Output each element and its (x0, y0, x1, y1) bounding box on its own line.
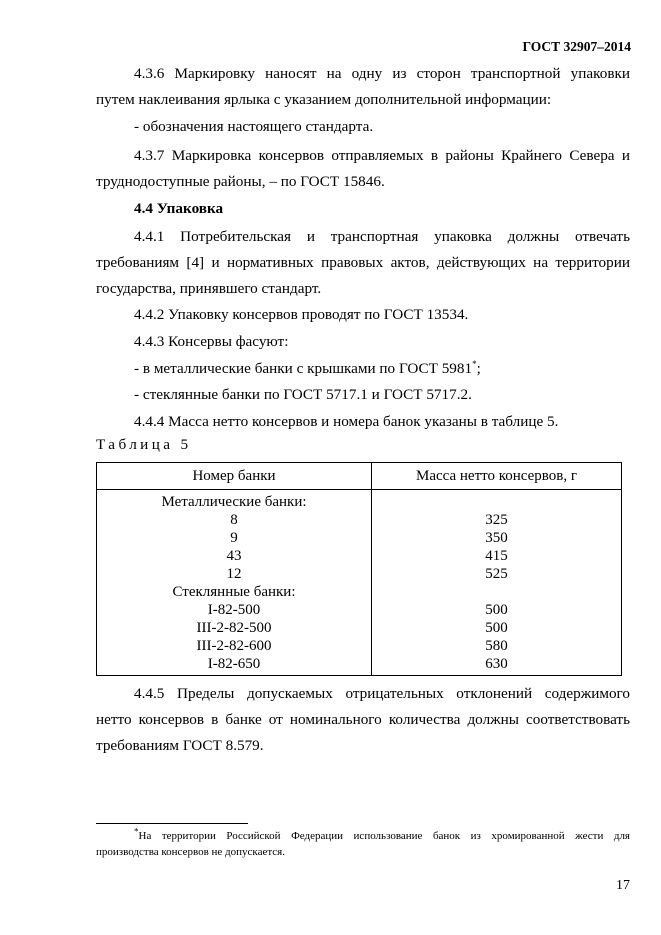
can-number-cell: III-2-82-600 (97, 637, 372, 655)
can-number-cell: 9 (97, 529, 372, 547)
net-mass-cell (372, 490, 622, 512)
list-item-metal-cans (134, 356, 630, 382)
document-code: ГОСТ 32907–2014 (522, 39, 631, 54)
net-mass-cell (372, 583, 622, 601)
column-header-can-number: Номер банки (97, 463, 372, 490)
table-row (97, 547, 622, 565)
net-mass-cell: 500 (372, 601, 622, 619)
can-number-cell: III-2-82-500 (97, 619, 372, 637)
paragraph-4-4-1-line3: государства, принявшего стандарт. (96, 280, 322, 297)
table-row (97, 490, 622, 512)
table-row (97, 601, 622, 619)
footnote (96, 828, 630, 860)
paragraph-4-4-5-line3: требованиям ГОСТ 8.579. (96, 737, 264, 754)
footnote-separator (96, 823, 248, 824)
table-row (97, 655, 622, 676)
table-row (97, 511, 622, 529)
paragraph-4-4-4: 4.4.4 Масса нетто консервов и номера банок указаны в таблице 5. (134, 413, 559, 430)
can-number-cell: 8 (97, 511, 372, 529)
net-mass-cell: 500 (372, 619, 622, 637)
table-caption: Таблица 5 (96, 436, 192, 453)
paragraph-4-4-5-line2: нетто консервов в банке от номинального количества должны соответствовать (96, 711, 630, 728)
list-item-glass-jars: - стеклянные банки по ГОСТ 5717.1 и ГОСТ 5717.2. (134, 386, 472, 403)
net-mass-cell: 415 (372, 547, 622, 565)
footnote-mark: * (134, 826, 139, 837)
section-heading-4-4: 4.4 Упаковка (134, 200, 224, 217)
can-number-cell: 43 (97, 547, 372, 565)
paragraph-4-3-7-line1: 4.3.7 Маркировка консервов отправляемых в районы Крайнего Севера и (134, 147, 630, 164)
footnote-line2: производства консервов не допускается. (96, 846, 285, 858)
paragraph-4-3-6-line1: 4.3.6 Маркировку наносят на одну из сторон транспортной упаковки (134, 65, 630, 82)
can-number-cell: I-82-500 (97, 601, 372, 619)
net-mass-cell: 580 (372, 637, 622, 655)
list-item-metal-cans-end: ; (476, 360, 481, 377)
table-header-row (97, 463, 622, 490)
table-row (97, 637, 622, 655)
list-item-standard-designation: - обозначения настоящего стандарта. (134, 118, 374, 135)
paragraph-4-4-5-line1: 4.4.5 Пределы допускаемых отрицательных отклонений содержимого (134, 685, 630, 702)
footnote-reference: * (472, 358, 477, 369)
paragraph-4-4-1-line1: 4.4.1 Потребительская и транспортная упаковка должны отвечать (134, 228, 630, 245)
paragraph-4-3-7-line2: труднодоступные районы, – по ГОСТ 15846. (96, 173, 385, 190)
paragraph-4-4-2: 4.4.2 Упаковку консервов проводят по ГОСТ 13534. (134, 306, 469, 323)
table-row (97, 583, 622, 601)
can-number-cell: I-82-650 (97, 655, 372, 676)
net-mass-cell: 350 (372, 529, 622, 547)
footnote-line1-text: На территории Российской Федерации использование банок из хромированной жести для (138, 830, 630, 842)
net-mass-cell: 630 (372, 655, 622, 676)
can-number-cell: 12 (97, 565, 372, 583)
table-row (97, 619, 622, 637)
table-row (97, 565, 622, 583)
column-header-net-mass: Масса нетто консервов, г (372, 463, 622, 490)
footnote-line1 (96, 828, 630, 844)
paragraph-4-3-6-line2: путем наклеивания ярлыка с указанием дополнительной информации: (96, 91, 552, 108)
table-5 (96, 462, 622, 676)
page-number: 17 (616, 878, 630, 893)
table-row (97, 529, 622, 547)
can-group-label: Стеклянные банки: (97, 583, 372, 601)
can-group-label: Металлические банки: (97, 490, 372, 512)
paragraph-4-4-3: 4.4.3 Консервы фасуют: (134, 333, 289, 350)
net-mass-cell: 325 (372, 511, 622, 529)
paragraph-4-4-1-line2: требованиям [4] и нормативных правовых актов, действующих на территории (96, 254, 630, 271)
net-mass-cell: 525 (372, 565, 622, 583)
list-item-metal-cans-text: - в металлические банки с крышками по ГОСТ 5981 (134, 360, 473, 377)
